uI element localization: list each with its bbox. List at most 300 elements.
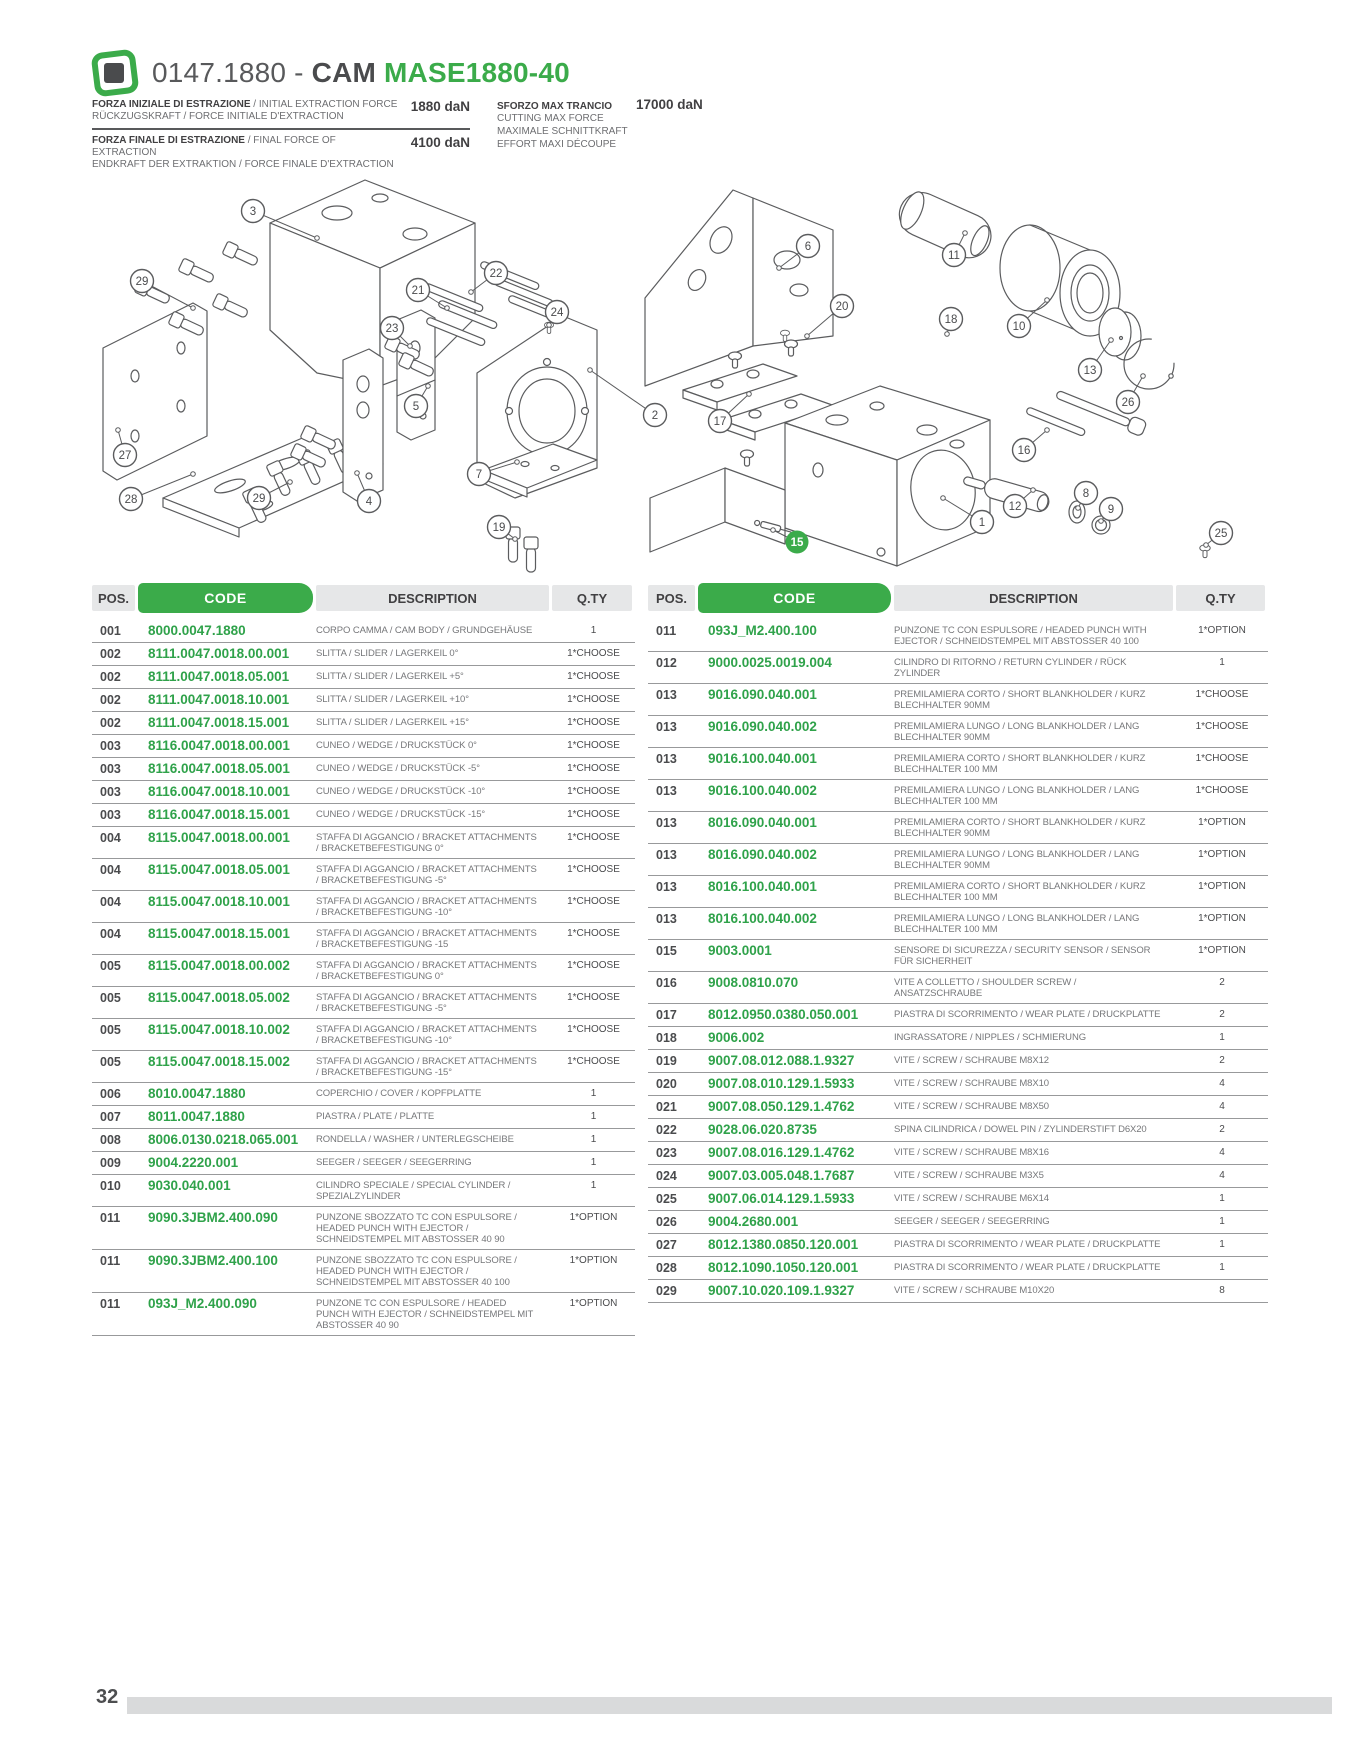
code-cell: 9004.2680.001 [708,1214,799,1229]
code-cell: 9007.10.020.109.1.9327 [708,1283,855,1298]
qty-cell: 1 [590,1157,597,1168]
svg-text:5: 5 [412,401,420,413]
table-row [648,684,1268,716]
pos-cell: 017 [656,1008,677,1022]
table-row [648,1027,1268,1050]
page-header [92,50,570,96]
qty-cell: 1*CHOOSE [567,1056,620,1067]
pos-cell: 007 [100,1110,121,1124]
code-cell: 8115.0047.0018.05.001 [148,862,290,877]
table-row [92,1129,635,1152]
description-cell: SENSORE DI SICUREZZA / SECURITY SENSOR / SENSOR FÜR SICHERHEIT [894,945,1151,967]
pos-cell: 002 [100,716,121,730]
description-cell: STAFFA DI AGGANCIO / BRACKET ATTACHMENTS / BRACKETBEFESTIGUNG -5° [316,992,537,1014]
description-cell: PREMILAMIERA LUNGO / LONG BLANKHOLDER / LANG BLECHHALTER 90MM [894,721,1140,743]
final-force-label-de-fr: ENDKRAFT DER EXTRAKTION / FORCE FINALE D'EXTRACTION [92,159,394,170]
svg-text:26: 26 [1121,397,1135,409]
code-cell: 8111.0047.0018.05.001 [148,669,290,684]
table-row [92,1019,635,1051]
table-row [648,1050,1268,1073]
description-cell: VITE / SCREW / SCHRAUBE M3X5 [894,1170,1044,1181]
description-cell: SLITTA / SLIDER / LAGERKEIL +5° [316,671,464,682]
pos-cell: 006 [100,1087,121,1101]
code-cell: 8016.090.040.002 [708,847,817,862]
qty-cell: 1*CHOOSE [567,832,620,843]
pos-cell: 013 [656,816,677,830]
pos-cell: 003 [100,739,121,753]
description-cell: SPINA CILINDRICA / DOWEL PIN / ZYLINDERSTIFT D6X20 [894,1124,1147,1135]
qty-cell: 4 [1219,1147,1225,1158]
table-row [648,876,1268,908]
qty-cell: 1*OPTION [1198,849,1246,860]
pos-header: POS. [648,585,695,611]
code-cell: 8016.100.040.001 [708,879,817,894]
final-force-value: 4100 daN [410,135,470,150]
table-row [92,1293,635,1336]
table-row [92,891,635,923]
svg-text:22: 22 [489,268,503,280]
svg-text:1: 1 [978,517,986,529]
code-cell: 9016.100.040.001 [708,751,817,766]
qty-cell: 1*CHOOSE [567,1024,620,1035]
code-cell: 9016.090.040.001 [708,687,817,702]
pos-cell: 029 [656,1284,677,1298]
description-cell: VITE / SCREW / SCHRAUBE M8X12 [894,1055,1049,1066]
pos-cell: 011 [100,1297,121,1311]
description-cell: PREMILAMIERA CORTO / SHORT BLANKHOLDER / KURZ BLECHHALTER 100 MM [894,753,1146,775]
qty-cell: 1*OPTION [569,1212,618,1223]
code-header: CODE [698,583,891,613]
table-row [648,1211,1268,1234]
pos-cell: 001 [100,624,121,638]
final-force-label-it: FORZA FINALE DI ESTRAZIONE [92,135,245,146]
description-cell: STAFFA DI AGGANCIO / BRACKET ATTACHMENTS / BRACKETBEFESTIGUNG -10° [316,1024,537,1046]
qty-cell: 2 [1219,977,1225,988]
svg-text:19: 19 [492,522,506,534]
code-cell: 8016.090.040.001 [708,815,817,830]
svg-text:24: 24 [550,307,564,319]
pos-cell: 005 [100,1023,121,1037]
code-cell: 9007.03.005.048.1.7687 [708,1168,855,1183]
qty-cell: 1*CHOOSE [567,648,620,659]
code-cell: 9016.090.040.002 [708,719,817,734]
product-code: 0147.1880 [152,57,287,88]
qty-cell: 1 [590,1180,597,1191]
qty-cell: 1*CHOOSE [567,960,620,971]
description-cell: SLITTA / SLIDER / LAGERKEIL 0° [316,648,459,659]
code-cell: 8115.0047.0018.00.002 [148,958,290,973]
callout-16 [1013,428,1050,462]
pos-cell: 004 [100,831,121,845]
description-cell: CUNEO / WEDGE / DRUCKSTÜCK -10° [316,786,486,797]
svg-text:25: 25 [1214,528,1228,540]
table-row [648,1257,1268,1280]
code-cell: 093J_M2.400.100 [708,623,817,638]
table-row [92,859,635,891]
qty-cell: 1*OPTION [569,1298,618,1309]
pos-cell: 003 [100,785,121,799]
table-row [92,804,635,827]
description-cell: PUNZONE SBOZZATO TC CON ESPULSORE / HEADED PUNCH WITH EJECTOR / SCHNEIDSTEMPEL MIT ABSTOSSER 40 90 [316,1212,517,1245]
pos-cell: 011 [100,1254,121,1268]
description-cell: SEEGER / SEEGER / SEEGERRING [894,1216,1050,1227]
svg-text:10: 10 [1012,321,1026,333]
qty-cell: 1*CHOOSE [567,740,620,751]
qty-cell: 1*CHOOSE [1195,689,1249,700]
description-header: DESCRIPTION [316,585,549,611]
pos-cell: 015 [656,944,677,958]
code-cell: 8116.0047.0018.10.001 [148,784,290,799]
cutting-specs [497,97,727,151]
description-cell: SLITTA / SLIDER / LAGERKEIL +15° [316,717,469,728]
qty-cell: 1*OPTION [1198,625,1246,636]
table-row [92,689,635,712]
code-cell: 9000.0025.0019.004 [708,655,832,670]
description-cell: STAFFA DI AGGANCIO / BRACKET ATTACHMENTS / BRACKETBEFESTIGUNG -10° [316,896,537,918]
callout-26 [1117,374,1146,414]
description-header: DESCRIPTION [894,585,1173,611]
product-model: MASE1880-40 [384,57,570,88]
qty-cell: 1 [590,1111,597,1122]
description-cell: VITE / SCREW / SCHRAUBE M10X20 [894,1285,1055,1296]
svg-text:29: 29 [252,493,266,505]
description-cell: PREMILAMIERA CORTO / SHORT BLANKHOLDER / KURZ BLECHHALTER 90MM [894,689,1146,711]
pos-cell: 013 [656,752,677,766]
svg-text:20: 20 [835,301,849,313]
description-cell: STAFFA DI AGGANCIO / BRACKET ATTACHMENTS / BRACKETBEFESTIGUNG 0° [316,960,537,982]
description-cell: COPERCHIO / COVER / KOPFPLATTE [316,1088,482,1099]
initial-force-label-en: / INITIAL EXTRACTION FORCE [250,99,398,110]
qty-cell: 1*CHOOSE [567,864,620,875]
code-cell: 8115.0047.0018.15.002 [148,1054,290,1069]
qty-cell: 2 [1219,1055,1225,1066]
parts-table-left [92,583,635,1336]
qty-cell: 1*OPTION [1198,881,1246,892]
description-cell: CILINDRO DI RITORNO / RETURN CYLINDER / RÜCK ZYLINDER [894,657,1127,679]
description-cell: VITE A COLLETTO / SHOULDER SCREW / ANSATZSCHRAUBE [894,977,1077,999]
pos-cell: 024 [656,1169,677,1183]
description-cell: STAFFA DI AGGANCIO / BRACKET ATTACHMENTS / BRACKETBEFESTIGUNG -15° [316,1056,537,1078]
code-cell: 8010.0047.1880 [148,1086,246,1101]
table-row [92,643,635,666]
table-row [648,940,1268,972]
product-type: CAM [311,57,385,88]
code-cell: 8115.0047.0018.15.001 [148,926,290,941]
code-cell: 9028.06.020.8735 [708,1122,817,1137]
svg-text:29: 29 [135,276,149,288]
pos-cell: 013 [656,720,677,734]
svg-text:8: 8 [1082,488,1090,500]
qty-cell: 1*CHOOSE [567,992,620,1003]
description-cell: STAFFA DI AGGANCIO / BRACKET ATTACHMENTS / BRACKETBEFESTIGUNG -15 [316,928,537,950]
pos-cell: 023 [656,1146,677,1160]
pos-cell: 025 [656,1192,677,1206]
description-cell: CORPO CAMMA / CAM BODY / GRUNDGEHÄUSE [316,625,533,636]
code-cell: 9006.002 [708,1030,765,1045]
table-row [648,1234,1268,1257]
pos-cell: 019 [656,1054,677,1068]
pos-cell: 018 [656,1031,677,1045]
description-cell: VITE / SCREW / SCHRAUBE M8X10 [894,1078,1049,1089]
initial-force-value: 1880 daN [410,99,470,114]
code-header: CODE [138,583,313,613]
svg-text:9: 9 [1107,504,1115,516]
code-cell: 9090.3JBM2.400.090 [148,1210,278,1225]
code-cell: 9007.08.016.129.1.4762 [708,1145,855,1160]
table-row [92,735,635,758]
qty-cell: 4 [1219,1078,1225,1089]
code-cell: 8115.0047.0018.10.002 [148,1022,290,1037]
qty-cell: 1*CHOOSE [567,671,620,682]
table-row [92,955,635,987]
table-row [92,712,635,735]
qty-cell: 1 [1219,1216,1225,1227]
svg-text:18: 18 [944,314,958,326]
code-cell: 8115.0047.0018.05.002 [148,990,290,1005]
exploded-view-diagram [85,168,1275,578]
table-row [92,987,635,1019]
pos-cell: 002 [100,647,121,661]
qty-cell: 1 [1219,657,1225,668]
pos-cell: 003 [100,808,121,822]
pos-cell: 021 [656,1100,677,1114]
pos-cell: 004 [100,895,121,909]
svg-text:2: 2 [651,410,659,422]
cutting-force-label: SFORZO MAX TRANCIO [497,101,612,112]
table-row [92,1175,635,1207]
callout-8 [1075,482,1098,511]
svg-text:12: 12 [1008,501,1022,513]
code-cell: 9016.100.040.002 [708,783,817,798]
table-row [92,1106,635,1129]
qty-cell: 1 [1219,1239,1225,1250]
code-cell: 8111.0047.0018.10.001 [148,692,290,707]
pos-cell: 002 [100,693,121,707]
pos-cell: 011 [100,1211,121,1225]
code-cell: 9007.08.050.129.1.4762 [708,1099,855,1114]
svg-text:23: 23 [385,323,399,335]
svg-text:6: 6 [804,241,812,253]
qty-cell: 1*CHOOSE [567,896,620,907]
table-row [648,1142,1268,1165]
description-cell: CUNEO / WEDGE / DRUCKSTÜCK -5° [316,763,480,774]
code-cell: 8116.0047.0018.05.001 [148,761,290,776]
pos-cell: 003 [100,762,121,776]
table-row [92,758,635,781]
pos-cell: 027 [656,1238,677,1252]
table-row [92,620,635,643]
description-cell: CILINDRO SPECIALE / SPECIAL CYLINDER / SPEZIALZYLINDER [316,1180,511,1202]
description-cell: PREMILAMIERA LUNGO / LONG BLANKHOLDER / LANG BLECHHALTER 100 MM [894,913,1140,935]
table-row [92,1051,635,1083]
page-number: 32 [96,1686,119,1708]
code-cell: 8116.0047.0018.15.001 [148,807,290,822]
svg-text:4: 4 [365,496,373,508]
table-row [92,666,635,689]
qty-cell: 1*CHOOSE [567,809,620,820]
callout-25 [1204,522,1233,548]
table-row [92,923,635,955]
description-cell: RONDELLA / WASHER / UNTERLEGSCHEIBE [316,1134,514,1145]
description-cell: INGRASSATORE / NIPPLES / SCHMIERUNG [894,1032,1086,1043]
pos-cell: 005 [100,959,121,973]
table-row [648,780,1268,812]
description-cell: PIASTRA / PLATE / PLATTE [316,1111,435,1122]
table-row [648,620,1268,652]
description-cell: PIASTRA DI SCORRIMENTO / WEAR PLATE / DRUCKPLATTE [894,1009,1161,1020]
table-row [648,716,1268,748]
pos-cell: 004 [100,927,121,941]
table-row [648,1073,1268,1096]
qty-header: Q.TY [1176,585,1265,611]
qty-cell: 1*OPTION [1198,913,1246,924]
code-cell: 9090.3JBM2.400.100 [148,1253,278,1268]
extraction-specs [92,97,470,176]
qty-header: Q.TY [552,585,632,611]
description-cell: PREMILAMIERA LUNGO / LONG BLANKHOLDER / LANG BLECHHALTER 90MM [894,849,1140,871]
code-cell: 9004.2220.001 [148,1155,239,1170]
qty-cell: 1*CHOOSE [1195,785,1249,796]
svg-text:28: 28 [124,494,138,506]
code-cell: 8000.0047.1880 [148,623,246,638]
pos-cell: 011 [656,624,677,638]
cutting-force-label-en: CUTTING MAX FORCE [497,113,604,124]
pos-cell: 013 [656,688,677,702]
pos-cell: 020 [656,1077,677,1091]
pos-header: POS. [92,585,135,611]
code-cell: 9007.06.014.129.1.5933 [708,1191,855,1206]
initial-force-row [92,97,470,130]
qty-cell: 4 [1219,1101,1225,1112]
code-cell: 8012.0950.0380.050.001 [708,1007,859,1022]
table-row [648,1096,1268,1119]
table-row [648,844,1268,876]
pos-cell: 016 [656,976,677,990]
description-cell: SLITTA / SLIDER / LAGERKEIL +10° [316,694,469,705]
pos-cell: 009 [100,1156,121,1170]
pos-cell: 005 [100,991,121,1005]
pos-cell: 012 [656,656,677,670]
code-cell: 093J_M2.400.090 [148,1296,257,1311]
pos-cell: 013 [656,784,677,798]
qty-cell: 1*CHOOSE [567,786,620,797]
cutting-force-label-de: MAXIMALE SCHNITTKRAFT [497,126,628,137]
description-cell: VITE / SCREW / SCHRAUBE M6X14 [894,1193,1049,1204]
description-cell: STAFFA DI AGGANCIO / BRACKET ATTACHMENTS / BRACKETBEFESTIGUNG -5° [316,864,537,886]
table-row [648,1280,1268,1303]
description-cell: PUNZONE SBOZZATO TC CON ESPULSORE / HEADED PUNCH WITH EJECTOR / SCHNEIDSTEMPEL MIT ABSTOSSER 40 100 [316,1255,517,1288]
initial-force-label-de-fr: RÜCKZUGSKRAFT / FORCE INITIALE D'EXTRACTION [92,111,344,122]
description-cell: VITE / SCREW / SCHRAUBE M8X50 [894,1101,1049,1112]
page-title [152,57,570,89]
callout-13 [1079,338,1114,382]
table-row [92,1152,635,1175]
description-cell: PREMILAMIERA LUNGO / LONG BLANKHOLDER / LANG BLECHHALTER 100 MM [894,785,1140,807]
cutting-force-label-fr: EFFORT MAXI DÉCOUPE [497,139,617,150]
qty-cell: 1*CHOOSE [1195,753,1249,764]
description-cell: STAFFA DI AGGANCIO / BRACKET ATTACHMENTS / BRACKETBEFESTIGUNG 0° [316,832,537,854]
description-cell: PUNZONE TC CON ESPULSORE / HEADED PUNCH WITH EJECTOR / SCHNEIDSTEMPEL MIT ABSTOSSER 40 90 [316,1298,534,1331]
pos-cell: 013 [656,880,677,894]
final-force-label-en: / FINAL FORCE OF EXTRACTION [92,135,336,158]
code-cell: 9007.08.012.088.1.9327 [708,1053,855,1068]
qty-cell: 1 [1219,1262,1225,1273]
qty-cell: 1*OPTION [1198,945,1246,956]
qty-cell: 1 [1219,1032,1225,1043]
code-cell: 8016.100.040.002 [708,911,817,926]
pos-cell: 004 [100,863,121,877]
code-cell: 8111.0047.0018.15.001 [148,715,290,730]
qty-cell: 1 [590,625,597,636]
code-cell: 9030.040.001 [148,1178,231,1193]
qty-cell: 1 [590,1088,597,1099]
pos-cell: 002 [100,670,121,684]
table-row [92,1083,635,1106]
svg-text:11: 11 [948,250,960,262]
table-row [648,908,1268,940]
description-cell: PUNZONE TC CON ESPULSORE / HEADED PUNCH WITH EJECTOR / SCHNEIDSTEMPEL MIT ABSTOSSER 40 100 [894,625,1147,647]
parts-table-right [648,583,1268,1303]
table-row [648,1004,1268,1027]
qty-cell: 1*CHOOSE [567,928,620,939]
brand-logo-icon [92,50,138,96]
table-row [92,1207,635,1250]
qty-cell: 1*OPTION [1198,817,1246,828]
footer-bar [127,1697,1332,1714]
table-row [92,1250,635,1293]
description-cell: PREMILAMIERA CORTO / SHORT BLANKHOLDER / KURZ BLECHHALTER 100 MM [894,881,1146,903]
svg-text:21: 21 [411,285,425,297]
code-cell: 8115.0047.0018.10.001 [148,894,290,909]
code-cell: 8012.1380.0850.120.001 [708,1237,859,1252]
table-header [648,583,1268,613]
code-cell: 8111.0047.0018.00.001 [148,646,290,661]
qty-cell: 2 [1219,1124,1225,1135]
exploded-parts [103,180,1210,572]
qty-cell: 1*CHOOSE [567,763,620,774]
callout-29 [131,270,196,311]
pos-cell: 005 [100,1055,121,1069]
qty-cell: 1*CHOOSE [1195,721,1249,732]
pos-cell: 026 [656,1215,677,1229]
title-separator: - [286,57,312,88]
qty-cell: 1*CHOOSE [567,694,620,705]
code-cell: 9003.0001 [708,943,772,958]
qty-cell: 4 [1219,1170,1225,1181]
description-cell: PIASTRA DI SCORRIMENTO / WEAR PLATE / DRUCKPLATTE [894,1239,1161,1250]
pos-cell: 008 [100,1133,121,1147]
qty-cell: 1 [590,1134,597,1145]
cutting-force-value: 17000 daN [636,97,703,112]
table-row [648,972,1268,1004]
svg-text:16: 16 [1017,445,1031,457]
table-row [648,748,1268,780]
initial-force-label-it: FORZA INIZIALE DI ESTRAZIONE [92,99,251,110]
code-cell: 8115.0047.0018.00.001 [148,830,290,845]
qty-cell: 2 [1219,1009,1225,1020]
code-cell: 9007.08.010.129.1.5933 [708,1076,855,1091]
description-cell: SEEGER / SEEGER / SEEGERRING [316,1157,472,1168]
svg-text:7: 7 [475,469,483,481]
qty-cell: 1*OPTION [569,1255,618,1266]
qty-cell: 1 [1219,1193,1225,1204]
callout-9 [1099,498,1123,524]
description-cell: CUNEO / WEDGE / DRUCKSTÜCK -15° [316,809,486,820]
table-header [92,583,635,613]
code-cell: 8116.0047.0018.00.001 [148,738,290,753]
svg-text:3: 3 [249,206,257,218]
code-cell: 8006.0130.0218.065.001 [148,1132,299,1147]
